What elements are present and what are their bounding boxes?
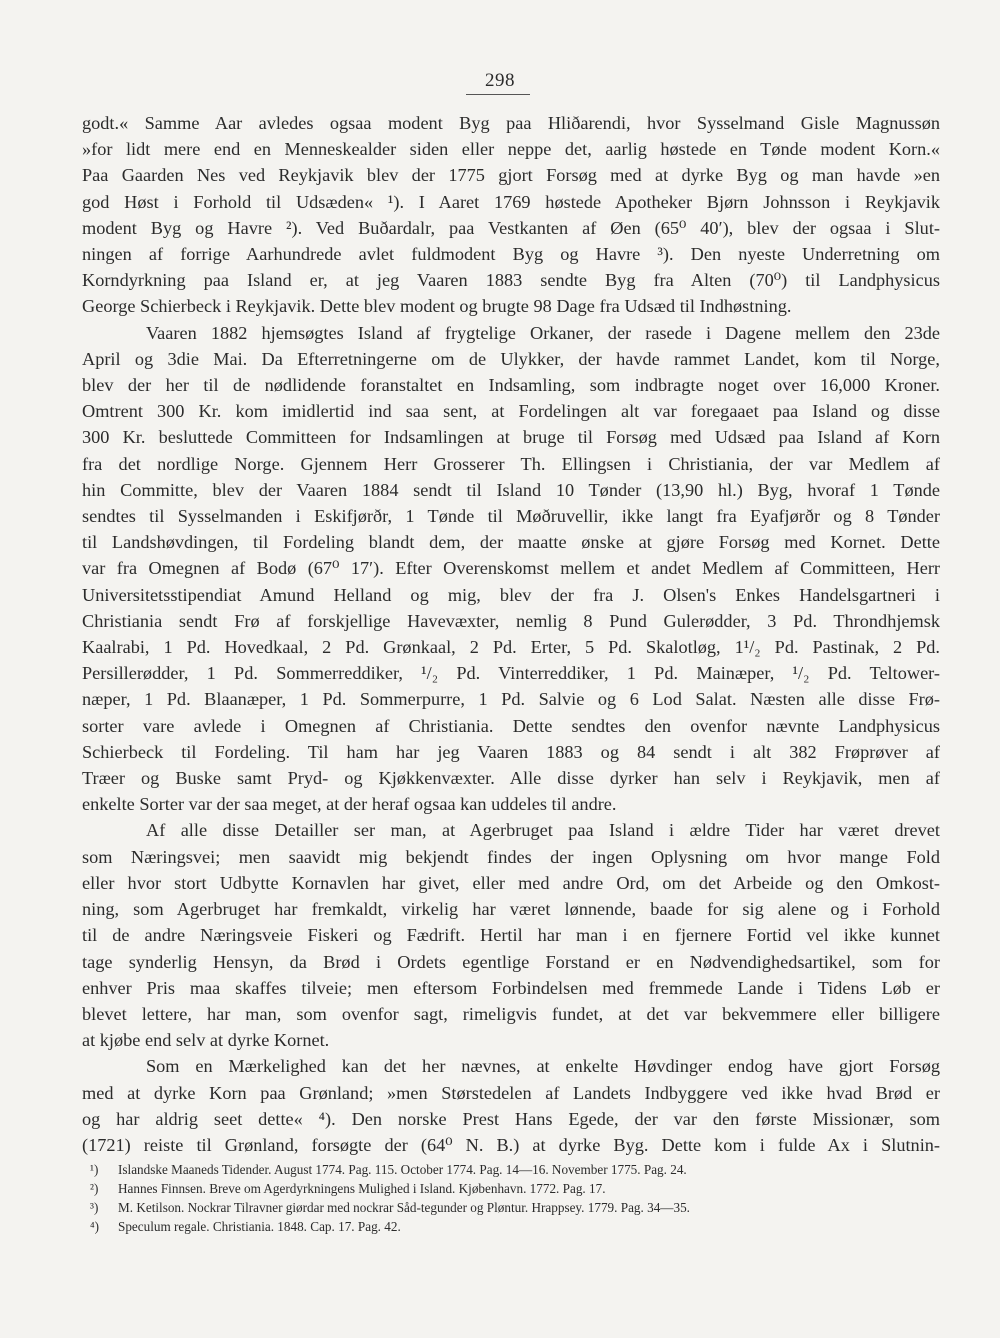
text-line: godt.« Samme Aar avledes ogsaa modent Byg paa Hliðarendi, hvor Sysselmand Gisle Magnussøn (82, 113, 940, 133)
text-line: Korndyrkning paa Island er, at jeg Vaaren 1883 sendte Byg fra Alten (70⁰) til Landphysicus (82, 270, 940, 291)
text-line: Træer og Buske samt Pryd- og Kjøkkenvæxter. Alle disse dyrker han selv i Reykjavik, men af (82, 768, 940, 789)
text-line: George Schierbeck i Reykjavik. Dette blev modent og brugte 98 Dage fra Udsæd til Indhøstning. (82, 296, 792, 317)
header-rule (466, 94, 530, 95)
footnotes (90, 1160, 940, 1236)
text-line: Persillerødder, 1 Pd. Sommerreddiker, ¹/₂ Pd. Vinterreddiker, 1 Pd. Mainæper, ¹/₂ Pd. Teltower- (82, 663, 940, 684)
footnote-text: M. Ketilson. Nockrar Tilravner giørdar med nockrar Såd-tegunder og Pløntur. Hrappsey. 1779. Pag. 34—35. (118, 1200, 690, 1215)
text-line: Schierbeck til Fordeling. Til ham har jeg Vaaren 1883 og 84 sendt i alt 382 Frøprøver af (82, 741, 940, 762)
text-line: var fra Omegnen af Bodø (67⁰ 17′). Efter Overenskomst mellem et andet Medlem af Committeen, Herr (82, 558, 940, 579)
footnote (90, 1198, 940, 1217)
text-line: med at dyrke Korn paa Grønland; »men Størstedelen af Landets Indbyggere ved ikke hvad Brød er (82, 1082, 940, 1103)
text-line: sendtes til Sysselmanden i Eskifjørðr, 1 Tønde til Møðruvellir, ikke langt fra Eyafjørðr og 8 Tønder (82, 506, 940, 527)
text-line: tage synderlig Hensyn, da Brød i Ordets egentlige Forstand er en Nødvendighedsartikel, som for (82, 951, 940, 972)
text-line: sorter vare avlede i Omegnen af Christiania. Dette sendtes den ovenfor nævnte Landphysicus (82, 715, 940, 736)
footnote-text: Hannes Finnsen. Breve om Agerdyrkningens Mulighed i Island. Kjøbenhavn. 1772. Pag. 17. (118, 1181, 606, 1196)
text-line: enkelte Sorter var der saa meget, at der heraf ogsaa kan uddeles til andre. (82, 794, 617, 815)
text-line: 300 Kr. besluttede Committeen for Indsamlingen at bruge til Forsøg med Udsæd paa Island af Korn (82, 427, 940, 448)
text-line: blev der her til de nødlidende foranstaltet en Indsamling, som indbragte noget over 16,000 Kroner. (82, 375, 940, 396)
footnote (90, 1179, 940, 1198)
footnote-text: Islandske Maaneds Tidender. August 1774. Pag. 115. October 1774. Pag. 14—16. November 1775. Pag. 24. (118, 1162, 687, 1177)
text-line: fra det nordlige Norge. Gjennem Herr Grosserer Th. Ellingsen i Christiania, der var Medlem af (82, 453, 940, 474)
text-line: Omtrent 300 Kr. kom imidlertid ind saa sent, at Fordelingen alt var foregaaet paa Island og disse (82, 401, 940, 422)
text-line: »for lidt mere end en Menneskealder siden eller neppe det, aarlig høstede en Tønde modent Korn.« (82, 139, 940, 160)
text-line: Af alle disse Detailler ser man, at Agerbruget paa Island i ældre Tider har været drevet (146, 820, 940, 841)
text-line: Christiania sendt Frø af forskjellige Havevæxter, nemlig 8 Pund Gulerødder, 3 Pd. Throndhjemsk (82, 610, 940, 631)
footnote-mark: ³) (90, 1200, 99, 1215)
footnote-text: Speculum regale. Christiania. 1848. Cap. 17. Pag. 42. (118, 1219, 401, 1234)
footnote-mark: ²) (90, 1181, 99, 1196)
text-line: god Høst i Forhold til Udsæden« ¹). I Aaret 1769 høstede Apotheker Bjørn Johnsson i Reykjavik (82, 191, 940, 212)
text-line: Universitetsstipendiat Amund Helland og mig, blev der fra J. Olsen's Enkes Handelsgartneri i (82, 584, 940, 605)
footnote (90, 1217, 940, 1236)
text-line: Paa Gaarden Nes ved Reykjavik blev der 1775 gjort Forsøg med at dyrke Byg og man havde »en (82, 165, 940, 186)
footnote (90, 1160, 940, 1179)
text-line: enhver Pris maa skaffes tilveie; men eftersom Forbindelsen med fremmede Lande i Tidens Løb er (82, 977, 940, 998)
footnote-mark: ¹) (90, 1162, 99, 1177)
text-line: som Næringsvei; men saavidt mig bekjendt findes der ingen Oplysning om hvor mange Fold (82, 846, 940, 867)
text-line: næper, 1 Pd. Blaanæper, 1 Pd. Sommerpurre, 1 Pd. Salvie og 6 Lod Salat. Næsten alle disse Frø- (82, 689, 940, 710)
text-line: at kjøbe end selv at dyrke Kornet. (82, 1030, 330, 1051)
text-line: Kaalrabi, 1 Pd. Hovedkaal, 2 Pd. Grønkaal, 2 Pd. Erter, 5 Pd. Skalotløg, 1¹/₂ Pd. Pastinak, 2 Pd. (82, 637, 940, 658)
text-line: til de andre Næringsveie Fiskeri og Fædrift. Hertil har man i en fjernere Fortid vel ikke kunnet (82, 925, 940, 946)
text-line: April og 3die Mai. Da Efterretningerne om de Ulykker, der havde rammet Landet, kom til Norge, (82, 348, 940, 369)
body-text (82, 110, 940, 1158)
text-line: Som en Mærkelighed kan det her nævnes, at enkelte Høvdinger endog have gjort Forsøg (146, 1056, 940, 1077)
text-line: og har aldrig seet dette« ⁴). Den norske Prest Hans Egede, der var den første Missionær, som (82, 1108, 940, 1129)
text-line: hin Committe, blev der Vaaren 1884 sendt til Island 10 Tønder (13,90 hl.) Byg, hvoraf 1 Tønde (82, 479, 940, 500)
footnote-mark: ⁴) (90, 1219, 99, 1234)
text-line: ningen af forrige Aarhundrede avlet fuldmodent Byg og Havre ³). Den nyeste Underretning om (82, 244, 940, 265)
text-line: (1721) reiste til Grønland, forsøgte der (64⁰ N. B.) at dyrke Byg. Dette kom i fulde Ax i Slutnin- (82, 1134, 940, 1155)
text-line: eller hvor stort Udbytte Kornavlen har givet, eller med andre Ord, om det Arbeide og den Omkost- (82, 872, 940, 893)
text-line: til Landshøvdingen, til Fordeling blandt dem, der maatte ønske at gjøre Forsøg med Kornet. Dette (82, 532, 940, 553)
page-number: 298 (485, 70, 515, 91)
text-line: blevet lettere, har man, som ovenfor sagt, rimeligvis fundet, at det var bekvemmere eller billigere (82, 1003, 940, 1024)
text-line: ning, som Agerbruget har fremkaldt, virkelig har været lønnende, baade for sig alene og i Forhold (82, 899, 940, 920)
text-line: modent Byg og Havre ²). Ved Buðardalr, paa Vestkanten af Øen (65⁰ 40′), blev der ogsaa i Slut- (82, 217, 940, 238)
text-line: Vaaren 1882 hjemsøgtes Island af frygtelige Orkaner, der rasede i Dagene mellem den 23de (146, 322, 940, 343)
